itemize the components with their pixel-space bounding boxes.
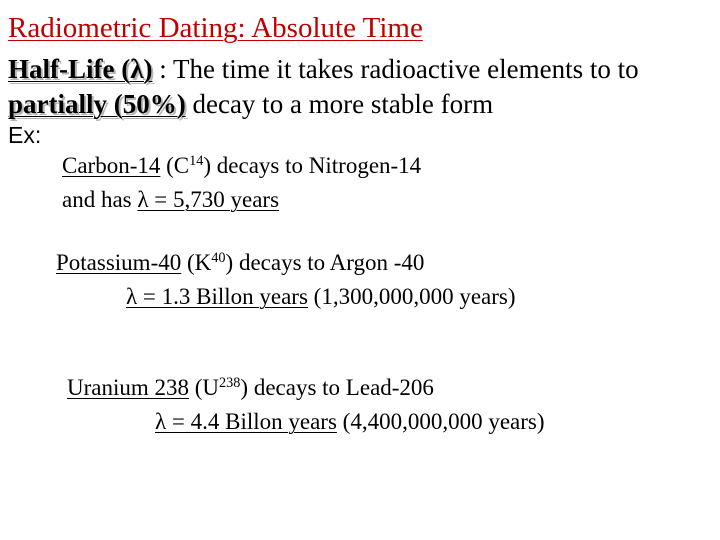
example-potassium-line-2 (126, 285, 516, 308)
halflife-prefix: and has (62, 187, 132, 212)
definition-text-1: : The time it takes radioactive elements to to (159, 54, 639, 84)
slide-title: Radiometric Dating: Absolute Time (8, 12, 423, 44)
mass-number: 40 (211, 250, 226, 267)
half-life-term: Half-Life (λ) (8, 54, 153, 84)
partial-decay-line (8, 91, 493, 118)
symbol-close: ) (203, 153, 212, 178)
example-uranium-line-1 (67, 376, 434, 399)
element-symbol: (K (186, 250, 212, 275)
example-potassium-line-1 (56, 251, 424, 274)
element-name: Potassium-40 (56, 250, 182, 275)
mass-number: 14 (189, 153, 204, 170)
element-name: Carbon-14 (62, 153, 161, 178)
definition-text-2: decay to a more stable form (192, 89, 494, 119)
ex-label: Ex: (8, 122, 42, 148)
halflife-value: λ = 1.3 Billon years (126, 284, 308, 309)
halflife-value: λ = 4.4 Billon years (155, 409, 337, 434)
halflife-full: (1,300,000,000 years) (313, 284, 516, 309)
mass-number: 238 (219, 375, 241, 392)
symbol-close: ) (225, 250, 234, 275)
decay-product: decays to Nitrogen-14 (216, 153, 422, 178)
example-carbon-line-2 (62, 188, 279, 211)
decay-product: decays to Argon -40 (238, 250, 425, 275)
half-life-definition-line (8, 56, 639, 83)
element-symbol: (C (166, 153, 190, 178)
partial-term: partially (50%) (8, 89, 186, 119)
halflife-full: (4,400,000,000 years) (342, 409, 545, 434)
example-uranium-line-2 (155, 410, 545, 433)
symbol-close: ) (240, 375, 249, 400)
element-symbol: (U (194, 375, 220, 400)
example-carbon-line-1 (62, 154, 421, 177)
decay-product: decays to Lead-206 (253, 375, 434, 400)
element-name: Uranium 238 (67, 375, 190, 400)
halflife-value: λ = 5,730 years (137, 187, 280, 212)
